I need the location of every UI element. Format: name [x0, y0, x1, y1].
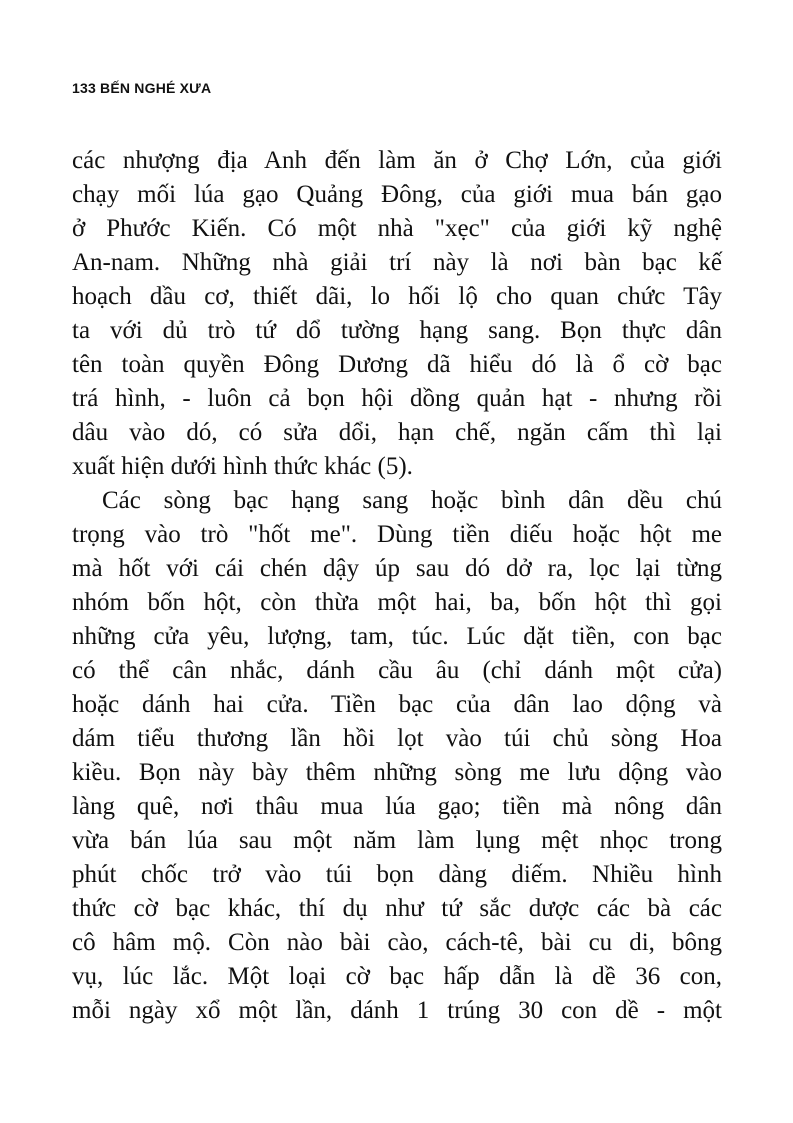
text-line: hoạch dầu cơ, thiết dãi, lo hối lộ cho quan chức Tây	[72, 283, 722, 310]
text-line: trá hình, - luôn cả bọn hội dồng quản hạt - nhưng rồi	[72, 385, 722, 412]
text-line: vụ, lúc lắc. Một loại cờ bạc hấp dẫn là dề 36 con,	[72, 963, 722, 990]
text-line: phút chốc trở vào túi bọn dàng diếm. Nhiều hình	[72, 861, 722, 888]
text-line: xuất hiện dưới hình thức khác (5).	[72, 453, 413, 480]
text-line: mỗi ngày xổ một lần, dánh 1 trúng 30 con dề - một	[72, 997, 722, 1024]
text-line: có thể cân nhắc, dánh cầu âu (chỉ dánh một cửa)	[72, 657, 722, 684]
body-text	[72, 144, 722, 1028]
text-line: chạy mối lúa gạo Quảng Đông, của giới mua bán gạo	[72, 181, 722, 208]
text-line: thức cờ bạc khác, thí dụ như tứ sắc dược các bà các	[72, 895, 722, 922]
text-line: An-nam. Những nhà giải trí này là nơi bàn bạc kế	[72, 249, 722, 276]
text-line: cô hâm mộ. Còn nào bài cào, cách-tê, bài cu di, bông	[72, 929, 722, 956]
paragraph	[72, 484, 722, 1028]
text-line: hoặc dánh hai cửa. Tiền bạc của dân lao dộng và	[72, 691, 722, 718]
text-line: tên toàn quyền Đông Dương dã hiểu dó là ổ cờ bạc	[72, 351, 722, 378]
text-line: Các sòng bạc hạng sang hoặc bình dân dều chú	[102, 487, 722, 514]
text-line: ta với dủ trò tứ dổ tường hạng sang. Bọn thực dân	[72, 317, 722, 344]
text-line: những cửa yêu, lượng, tam, túc. Lúc dặt tiền, con bạc	[72, 623, 722, 650]
text-line: dám tiểu thương lần hồi lọt vào túi chủ sòng Hoa	[72, 725, 722, 752]
text-line: mà hốt với cái chén dậy úp sau dó dở ra, lọc lại từng	[72, 555, 722, 582]
text-line: trọng vào trò "hốt me". Dùng tiền diếu hoặc hột me	[72, 521, 722, 548]
text-line: dâu vào dó, có sửa dổi, hạn chế, ngăn cấm thì lại	[72, 419, 722, 446]
text-line: ở Phước Kiến. Có một nhà "xẹc" của giới kỹ nghệ	[72, 215, 722, 242]
paragraph	[72, 144, 722, 484]
text-line: vừa bán lúa sau một năm làm lụng mệt nhọc trong	[72, 827, 722, 854]
text-line: làng quê, nơi thâu mua lúa gạo; tiền mà nông dân	[72, 793, 722, 820]
running-header: 133 BẾN NGHÉ XƯA	[72, 80, 212, 96]
text-line: các nhượng địa Anh đến làm ăn ở Chợ Lớn, của giới	[72, 147, 722, 174]
text-line: nhóm bốn hột, còn thừa một hai, ba, bốn hột thì gọi	[72, 589, 722, 616]
text-line: kiều. Bọn này bày thêm những sòng me lưu dộng vào	[72, 759, 722, 786]
